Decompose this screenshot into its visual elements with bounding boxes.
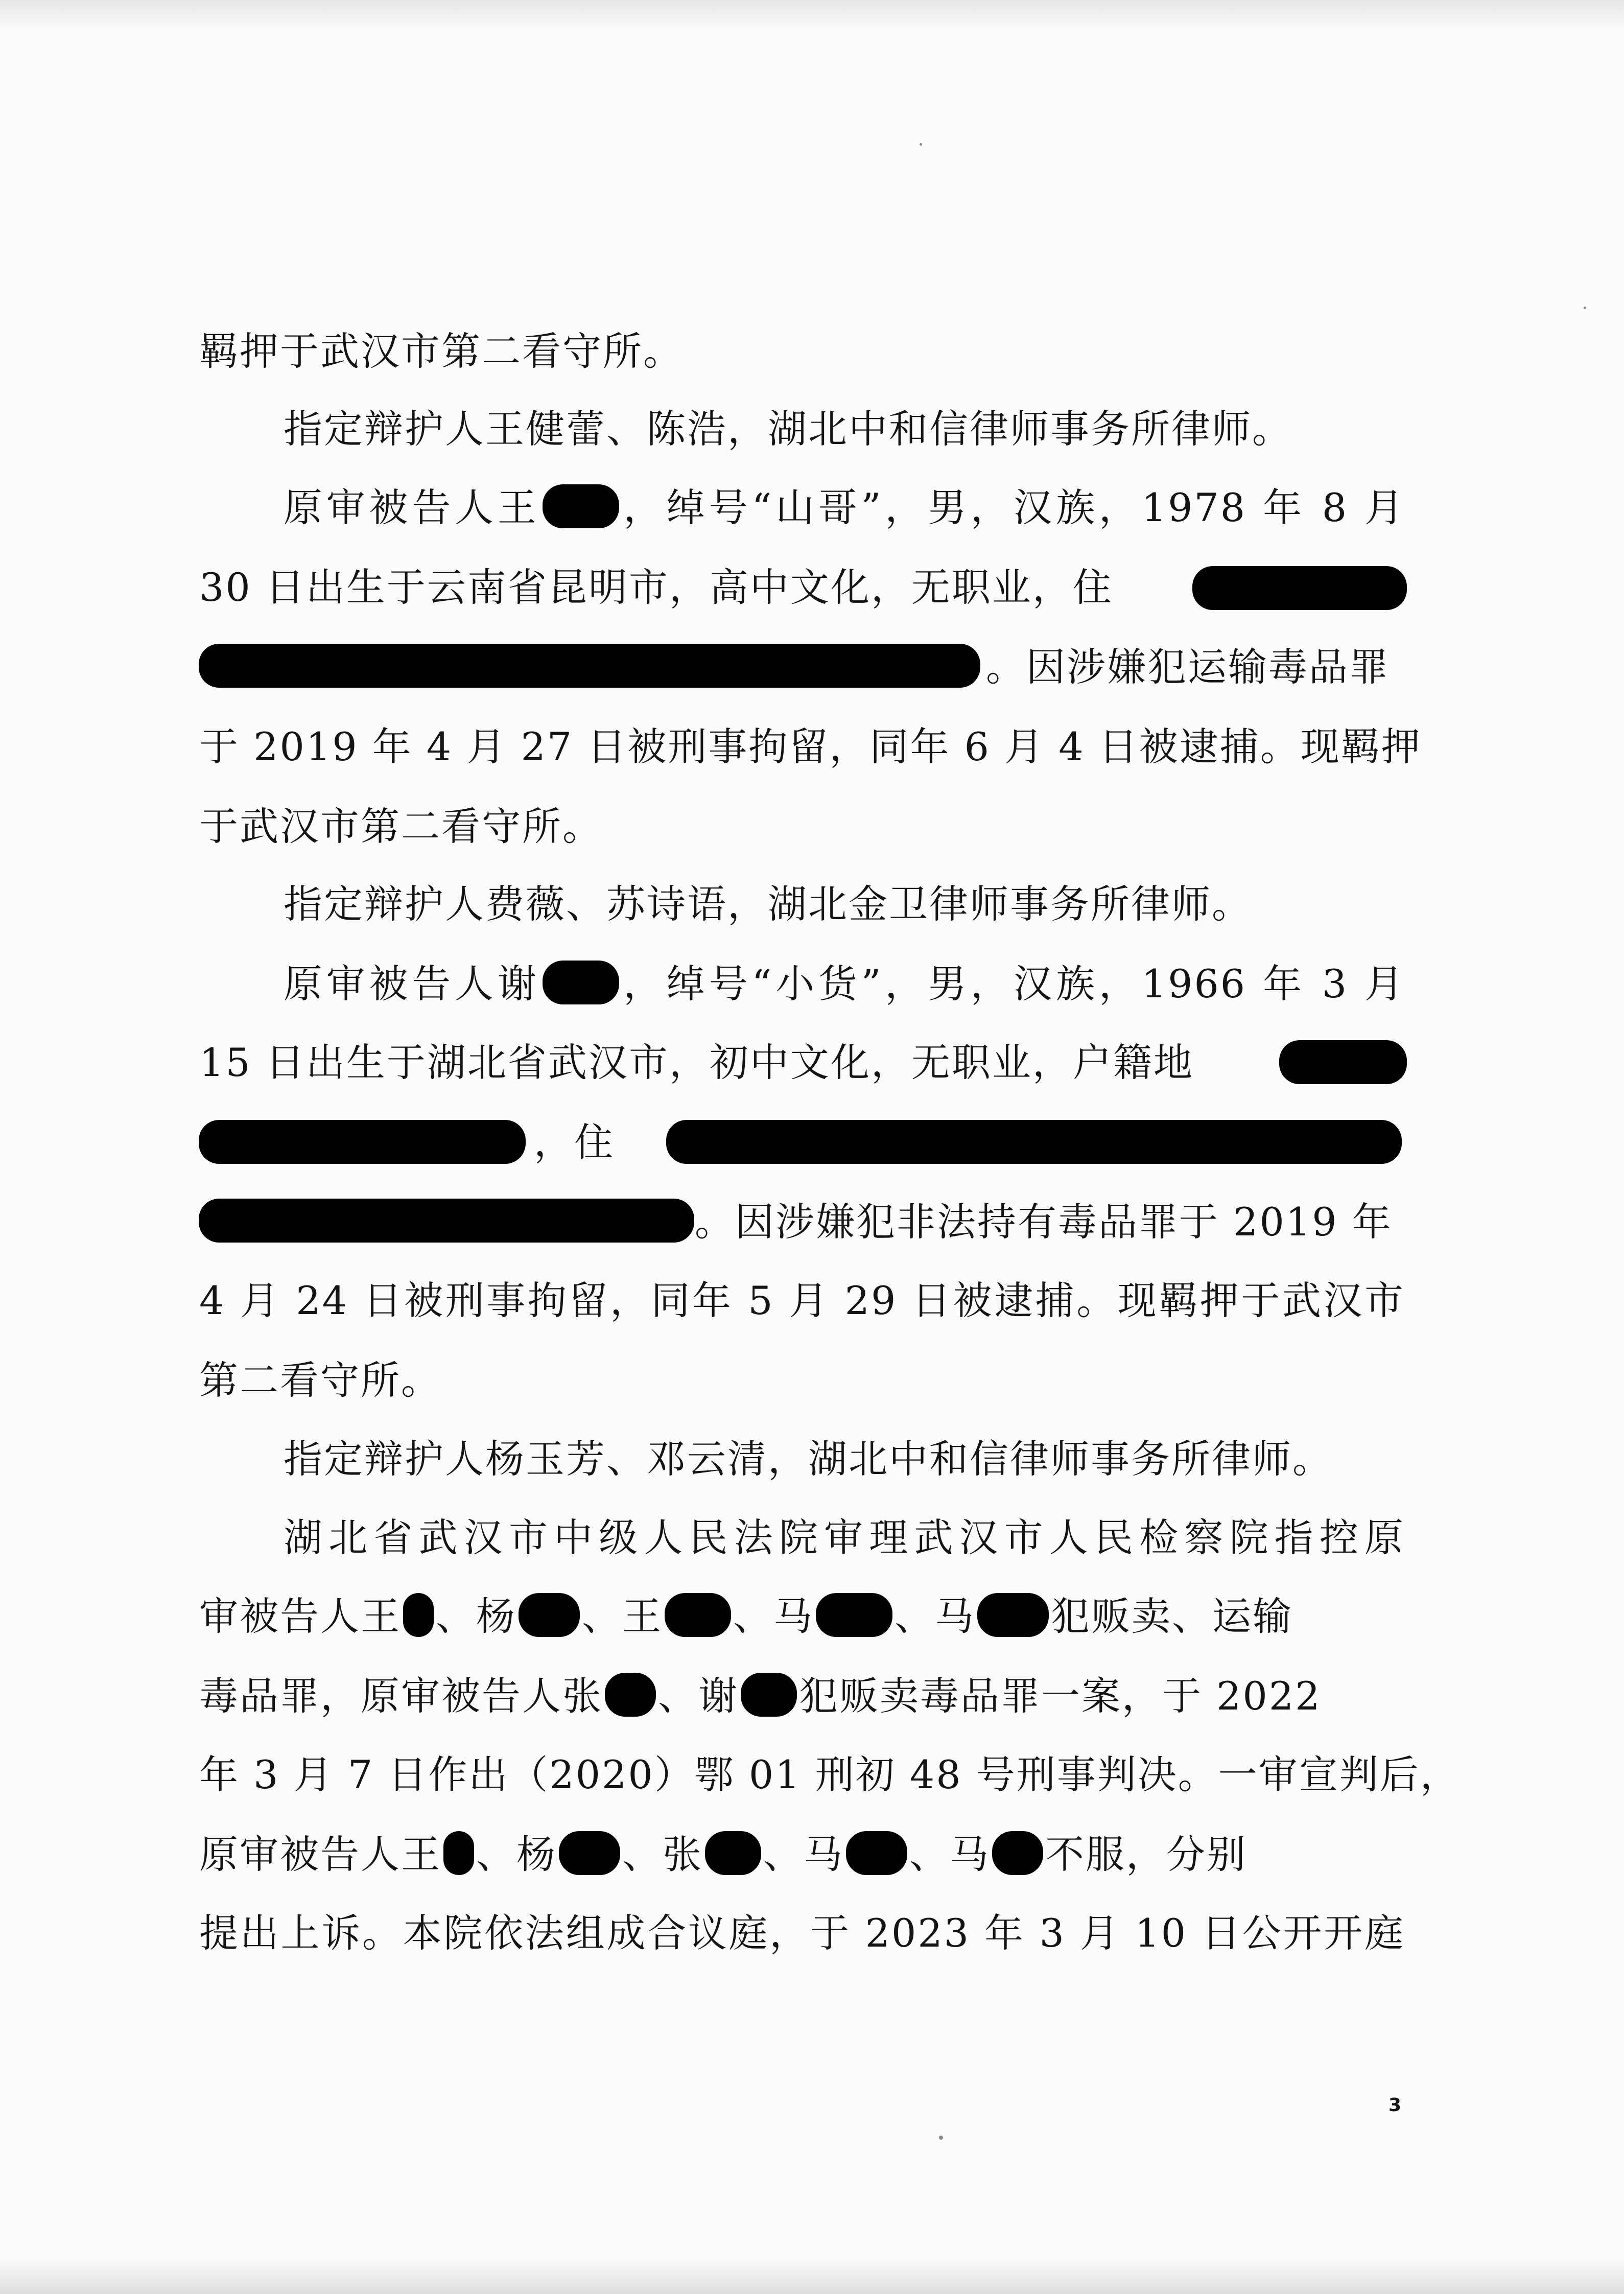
text-line-14	[199, 1345, 1405, 1416]
scan-speck	[920, 143, 922, 146]
text-segment: 、杨	[436, 1594, 516, 1639]
text-line-21	[199, 1898, 1405, 1969]
text-line-2	[284, 393, 1405, 465]
redaction-mark	[1192, 566, 1407, 610]
text-line-10	[199, 1027, 1405, 1098]
text-line-8	[284, 869, 1405, 940]
redaction-mark	[199, 644, 980, 688]
text-segment: ，绰号“山哥”，男，汉族，1978 年 8 月	[621, 485, 1405, 530]
scan-speck	[939, 2136, 943, 2140]
redaction-mark	[816, 1593, 892, 1637]
redaction-mark	[665, 1593, 731, 1637]
text-line-9	[284, 948, 1405, 1020]
text-line-6	[199, 711, 1422, 783]
text-segment: 、马	[895, 1594, 975, 1639]
redaction-mark	[559, 1831, 620, 1875]
text-line-18	[199, 1660, 1405, 1732]
redaction-mark	[543, 961, 619, 1004]
redaction-mark	[519, 1593, 580, 1637]
text-segment: ，绰号“小货”，男，汉族，1966 年 3 月	[621, 961, 1405, 1006]
text-segment: 指定辩护人费薇、苏诗语，湖北金卫律师事务所律师。	[284, 881, 1252, 927]
text-segment: 第二看守所。	[199, 1357, 441, 1403]
scan-edge-bottom	[0, 2258, 1624, 2294]
redaction-mark	[199, 1199, 694, 1243]
text-segment: 、张	[622, 1832, 703, 1877]
text-segment: 。因涉嫌犯非法持有毒品罪于 2019 年	[695, 1199, 1393, 1245]
text-line-15	[284, 1423, 1405, 1495]
text-segment: 4 月 24 日被刑事拘留，同年 5 月 29 日被逮捕。现羁押于武汉市	[199, 1278, 1405, 1323]
text-segment: 于武汉市第二看守所。	[199, 804, 603, 849]
text-segment: 、王	[582, 1594, 663, 1639]
redaction-mark	[846, 1831, 907, 1875]
redaction-mark	[1279, 1040, 1407, 1084]
redaction-mark	[403, 1593, 434, 1637]
text-segment: 15 日出生于湖北省武汉市，初中文化，无职业，户籍地	[199, 1040, 1194, 1085]
text-line-13	[199, 1265, 1405, 1337]
text-line-17	[199, 1581, 1405, 1652]
text-segment: 原审被告人王	[284, 485, 540, 530]
text-segment: 原审被告人谢	[284, 961, 540, 1006]
redaction-mark	[543, 484, 619, 528]
text-segment: ，住	[534, 1119, 615, 1165]
scan-speck	[1584, 307, 1586, 309]
text-segment: 原审被告人王	[199, 1832, 441, 1877]
text-line-1	[199, 316, 1405, 387]
redaction-mark	[199, 1120, 526, 1164]
page-number: 3	[1388, 2095, 1402, 2116]
redaction-mark	[605, 1673, 656, 1717]
text-line-16	[284, 1502, 1405, 1574]
scan-edge-top	[0, 0, 1624, 31]
text-segment: 犯贩卖毒品罪一案，于 2022	[799, 1673, 1322, 1719]
text-segment: 年 3 月 7 日作出（2020）鄂 01 刑初 48 号刑事判决。一审宣判后，	[199, 1752, 1461, 1797]
text-segment: 。因涉嫌犯运输毒品罪	[986, 644, 1390, 690]
text-line-7	[199, 791, 1405, 862]
text-segment: 羁押于武汉市第二看守所。	[199, 329, 684, 374]
redaction-mark	[705, 1831, 761, 1875]
text-line-12	[695, 1186, 1405, 1258]
text-segment: 不服，分别	[1045, 1832, 1247, 1877]
text-segment: 湖北省武汉市中级人民法院审理武汉市人民检察院指控原	[284, 1515, 1405, 1560]
redaction-mark	[992, 1831, 1043, 1875]
text-segment: 毒品罪，原审被告人张	[199, 1673, 603, 1719]
text-segment: 、马	[763, 1832, 844, 1877]
text-line-20	[199, 1819, 1405, 1890]
text-segment: 提出上诉。本院依法组成合议庭，于 2023 年 3 月 10 日公开开庭	[199, 1910, 1405, 1956]
text-line-11	[534, 1107, 667, 1178]
text-segment: 于 2019 年 4 月 27 日被刑事拘留，同年 6 月 4 日被逮捕。现羁押	[199, 724, 1422, 769]
text-segment: 30 日出生于云南省昆明市，高中文化，无职业，住	[199, 565, 1113, 610]
redaction-mark	[666, 1120, 1402, 1164]
text-segment: 指定辩护人杨玉芳、邓云清，湖北中和信律师事务所律师。	[284, 1436, 1333, 1482]
text-segment: 犯贩卖、运输	[1051, 1594, 1293, 1639]
text-segment: 、谢	[658, 1673, 739, 1719]
redaction-mark	[741, 1673, 797, 1717]
text-segment: 、马	[733, 1594, 814, 1639]
redaction-mark	[977, 1593, 1049, 1637]
text-segment: 指定辩护人王健蕾、陈浩，湖北中和信律师事务所律师。	[284, 406, 1292, 452]
redaction-mark	[443, 1831, 474, 1875]
text-line-3	[284, 472, 1405, 544]
text-segment: 审被告人王	[199, 1594, 401, 1639]
text-line-5	[986, 631, 1405, 703]
text-segment: 、杨	[476, 1832, 557, 1877]
text-segment: 、马	[909, 1832, 990, 1877]
text-line-19	[199, 1739, 1461, 1811]
